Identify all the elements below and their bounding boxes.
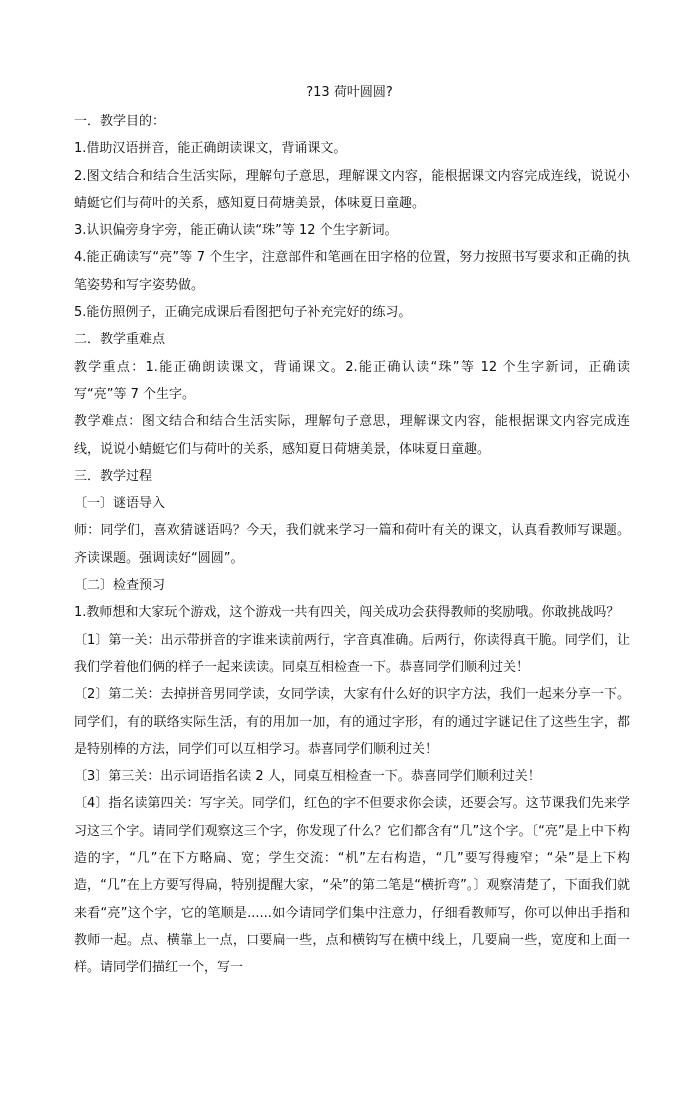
level-4-paragraph: 〔4〕指名读第四关：写字关。同学们，红色的字不但要求你会读，还要会写。这节课我们先来学习这三个字。请同学们观察这三个字，你发现了什么？它们都含有“几”这个字。〔“亮”是上中下构造的字，“几”在下方略扁、宽；学生交流：“机”左右构造，“几”要写得瘦窄；“朵”是上下构造，“几”在上方要写得扁，特别提醒大家，“朵”的第二笔是“横折弯”。〕观察清楚了，下面我们就来看“亮”这个字，它的笔顺是......如今请同学们集中注意力，仔细看教师写，你可以伸出手指和教师一起。点、横靠上一点，口要扁一些，点和横钩写在横中线上，几要扁一些，宽度和上面一样。请同学们描红一个，写一 <box>74 796 630 976</box>
level-3-paragraph: 〔3〕第三关：出示词语指名读 2 人，同桌互相检查一下。恭喜同学们顺利过关！ <box>74 769 541 785</box>
document-body <box>74 108 630 982</box>
subheading-riddle-intro: 〔一〕谜语导入 <box>74 496 166 512</box>
key-points-paragraph: 教学重点：1.能正确朗读课文，背诵课文。2.能正确认读“珠”等 12 个生字新词，正确读写“亮”等 7 个生字。 <box>74 359 630 402</box>
game-intro-paragraph: 1.教师想和大家玩个游戏，这个游戏一共有四关，闯关成功会获得教师的奖励哦。你敢挑战吗？ <box>74 605 620 621</box>
section-heading-objectives: 一．教学目的： <box>74 114 166 129</box>
level-1-paragraph: 〔1〕第一关：出示带拼音的字谁来读前两行，字音真准确。后两行，你读得真干脆。同学们，让我们学着他们俩的样子一起来读读。同桌互相检查一下。恭喜同学们顺利过关！ <box>74 632 630 675</box>
document-title: ?13 荷叶圆圆? <box>306 85 393 100</box>
objective-item-5: 5.能仿照例子，正确完成课后看图把句子补充完好的练习。 <box>74 305 412 321</box>
objective-item-1: 1.借助汉语拼音，能正确朗读课文，背诵课文。 <box>74 141 347 157</box>
subheading-preview-check: 〔二〕检查预习 <box>74 578 166 594</box>
riddle-intro-paragraph: 师：同学们，喜欢猜谜语吗？今天，我们就来学习一篇和荷叶有关的课文，认真看教师写课题。齐读课题。强调读好“圆圆”。 <box>74 523 630 566</box>
level-2-paragraph: 〔2〕第二关：去掉拼音男同学读，女同学读，大家有什么好的识字方法，我们一起来分享一下。同学们，有的联络实际生活，有的用加一加，有的通过字形，有的通过字谜记住了这些生字，都是特别棒的方法，同学们可以互相学习。恭喜同学们顺利过关！ <box>74 687 630 757</box>
section-heading-process: 三．教学过程 <box>74 468 153 484</box>
difficult-points-paragraph: 教学难点：图文结合和结合生活实际，理解句子意思，理解课文内容，能根据课文内容完成连线，说说小蜻蜓它们与荷叶的关系，感知夏日荷塘美景，体味夏日童趣。 <box>74 414 630 457</box>
section-heading-key-points: 二．教学重难点 <box>74 332 166 348</box>
objective-item-3: 3.认识偏旁身字旁，能正确认读“珠”等 12 个生字新词。 <box>74 223 398 239</box>
objective-item-2: 2.图文结合和结合生活实际，理解句子意思，理解课文内容，能根据课文内容完成连线，说说小蜻蜓它们与荷叶的关系，感知夏日荷塘美景，体味夏日童趣。 <box>74 168 630 211</box>
objective-item-4: 4.能正确读写“亮”等 7 个生字，注意部件和笔画在田字格的位置，努力按照书写要求和正确的执笔姿势和写字姿势做。 <box>74 250 630 293</box>
